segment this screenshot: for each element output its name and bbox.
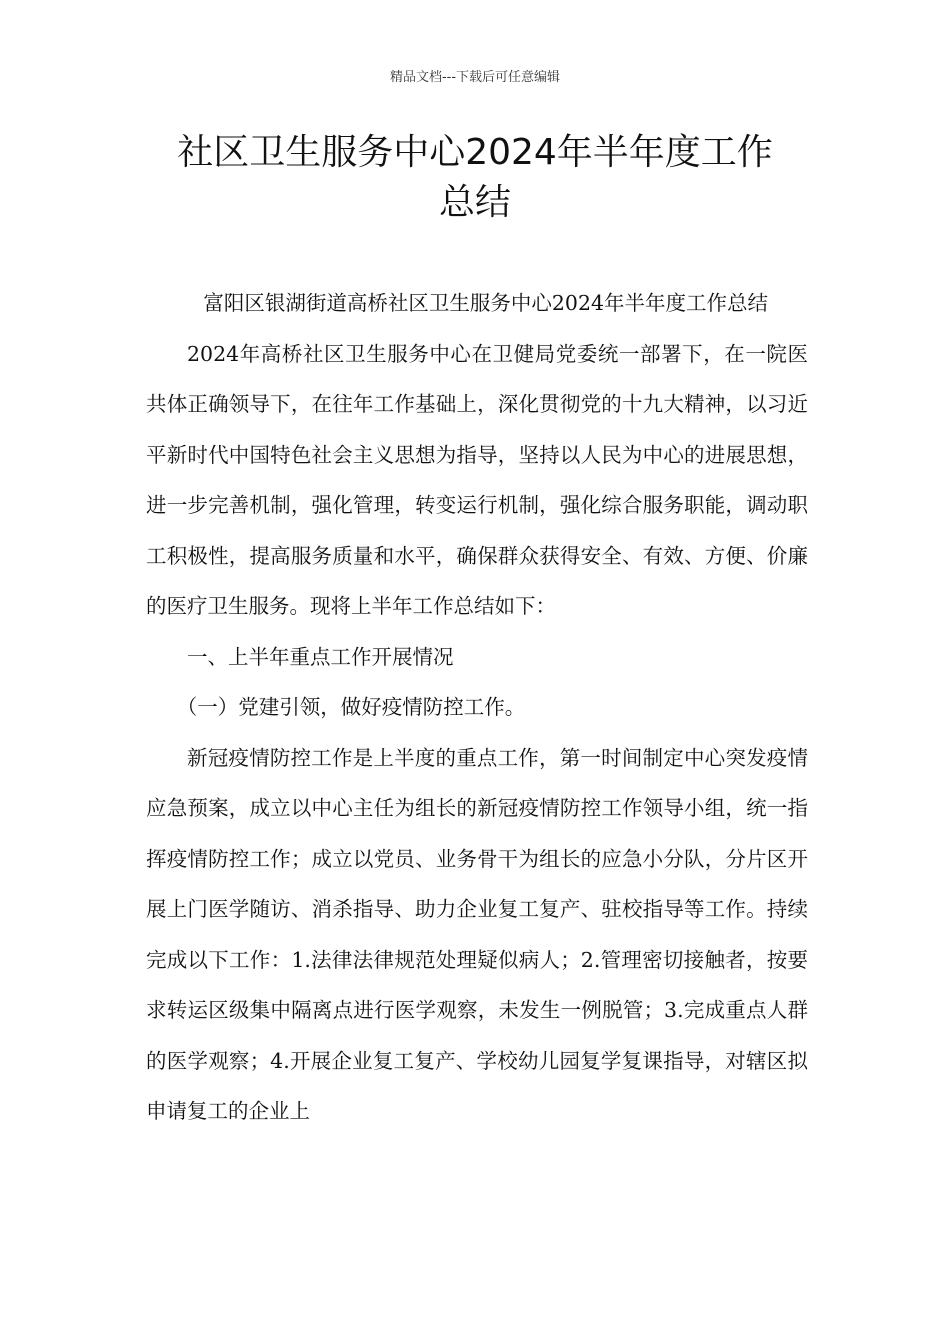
intro-paragraph: 富阳区银湖街道高桥社区卫生服务中心2024年半年度工作总结 bbox=[203, 291, 769, 315]
document-body bbox=[146, 278, 808, 1137]
page-header-note: 精品文档---下载后可任意编辑 bbox=[389, 70, 561, 85]
document-title bbox=[140, 128, 810, 228]
overview-paragraph: 2024年高桥社区卫生服务中心在卫健局党委统一部署下，在一院医共体正确领导下，在往年工作基础上，深化贯彻党的十九大精神，以习近平新时代中国特色社会主义思想为指导，坚持以人民为中心的进展思想，进一步完善机制，强化管理，转变运行机制，强化综合服务职能，调动职工积极性，提高服务质量和水平，确保群众获得安全、有效、方便、价廉的医疗卫生服务。现将上半年工作总结如下： bbox=[146, 341, 808, 618]
subsection-heading: （一）党建引领，做好疫情防控工作。 bbox=[176, 695, 526, 719]
section-heading: 一、上半年重点工作开展情况 bbox=[187, 644, 454, 669]
title-line-2: 总结 bbox=[438, 182, 511, 223]
title-line-1: 社区卫生服务中心2024年半年度工作 bbox=[177, 132, 773, 173]
epidemic-control-paragraph: 新冠疫情防控工作是上半度的重点工作，第一时间制定中心突发疫情应急预案，成立以中心主任为组长的新冠疫情防控工作领导小组，统一指挥疫情防控工作；成立以党员、业务骨干为组长的应急小分队，分片区开展上门医学随访、消杀指导、助力企业复工复产、驻校指导等工作。持续完成以下工作：1.法律法律规范处理疑似病人；2.管理密切接触者，按要求转运区级集中隔离点进行医学观察，未发生一例脱管；3.完成重点人群的医学观察；4.开展企业复工复产、学校幼儿园复学复课指导，对辖区拟申请复工的企业上 bbox=[146, 745, 808, 1123]
